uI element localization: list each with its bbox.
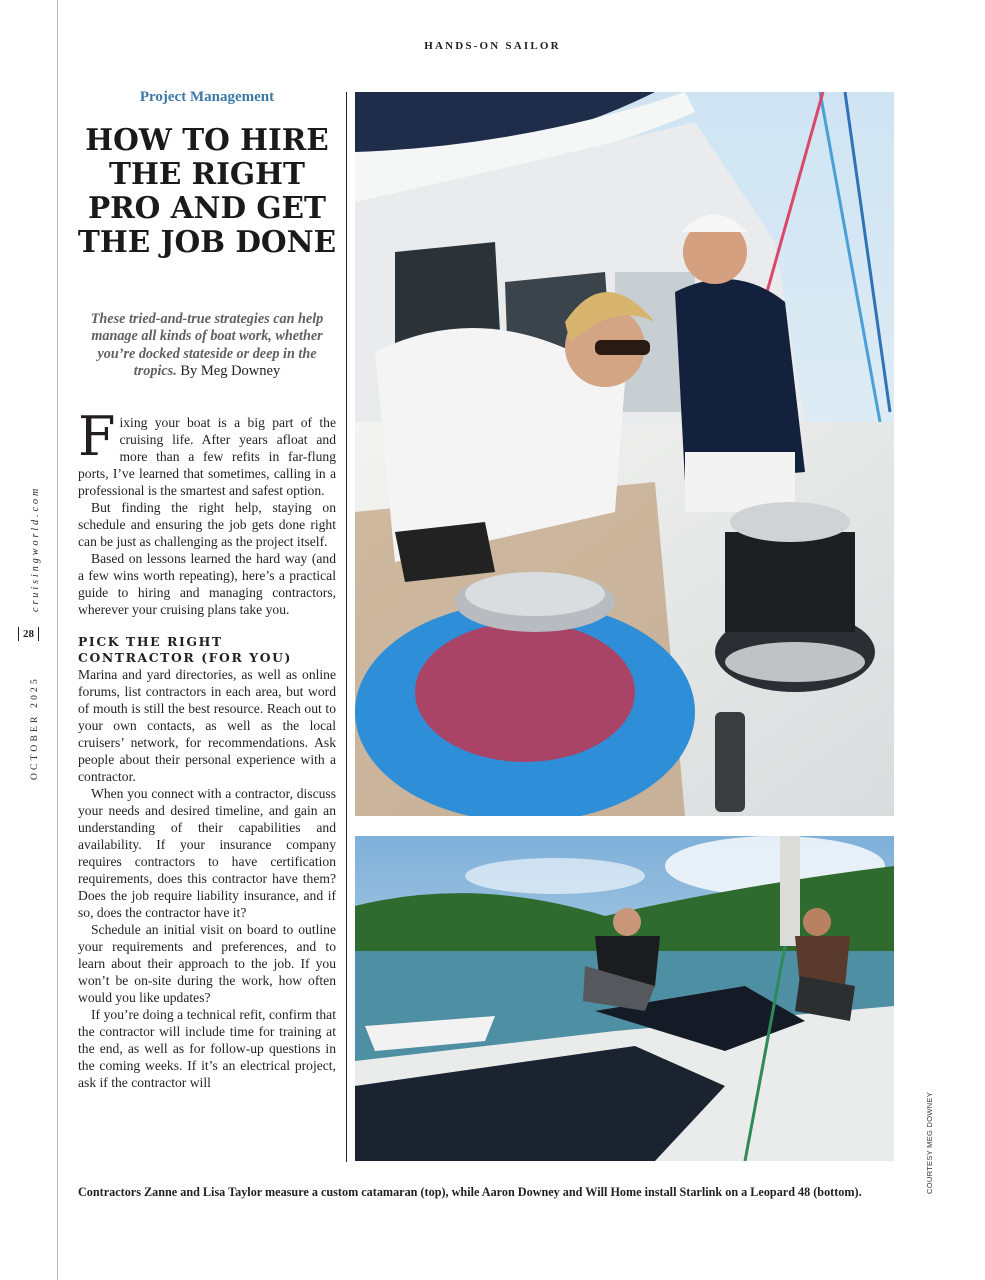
page-gutter-rule [57,0,58,1280]
article-headline: HOW TO HIRE THE RIGHT PRO AND GET THE JOB DONE [77,122,337,259]
dek-text: These tried-and-true strategies can help manage all kinds of boat work, whether you’re docked stateside or deep in the tropics. [90,311,324,380]
body-paragraph: If you’re doing a technical refit, confirm that the contractor will include time for training at the end, as well as for follow-up questions in the coming weeks. If it’s an electrical project, ask if the contractor will [78,1007,336,1090]
paragraph-text: ixing your boat is a big part of the cruising life. After years afloat and more than a few refits in far-flung ports, I’ve learned that sometimes, calling in a professional is the smartest and safest option. [78,415,336,498]
photo-credit: COURTESY MEG DOWNEY [925,1091,934,1194]
body-paragraph: Marina and yard directories, as well as online forums, list contractors in each area, but word of mouth is still the best resource. Reach out to your own contacts, as well as the local cruisers’ network, for recommendations. Ask people about their personal experience with a contractor. [78,667,336,784]
drop-cap: F [78,405,116,468]
body-paragraph [78,405,336,499]
body-paragraph: Schedule an initial visit on board to outline your requirements and preferences, and to learn about their approach to the job. If you won’t be on-site during the work, how often would you like updates? [78,922,336,1005]
column-rule [346,92,347,1162]
body-paragraph: When you connect with a contractor, discuss your needs and desired timeline, and gain an understanding of their capabilities and availability. If your insurance company requires contractors to have certification requirements, does this contractor have them? Does the job require liability insurance, and if so, does the contractor have it? [78,786,336,920]
article-dek [78,311,336,381]
photo-solar-panels [355,836,894,1161]
section-subhead: PICK THE RIGHT CONTRACTOR (FOR YOU) [78,634,292,665]
article-body [78,405,336,1091]
byline: By Meg Downey [180,363,281,380]
folio-website: cruisingworld.com [30,485,41,612]
page-number: 28 [18,627,39,641]
article-rubric: Project Management [139,89,275,105]
photo-winches [355,92,894,816]
folio-issue-date: OCTOBER 2025 [30,676,40,780]
body-paragraph: But finding the right help, staying on schedule and ensuring the job gets done right can be just as challenging as the project itself. [78,500,336,549]
section-header: HANDS-ON SAILOR [424,40,561,52]
photo-caption: Contractors Zanne and Lisa Taylor measure a custom catamaran (top), while Aaron Downey and Will Home install Starlink on a Leopard 48 (bottom). [78,1185,862,1199]
body-paragraph: Based on lessons learned the hard way (and a few wins worth repeating), here’s a practical guide to hiring and managing contractors, wherever your cruising plans take you. [78,551,336,617]
